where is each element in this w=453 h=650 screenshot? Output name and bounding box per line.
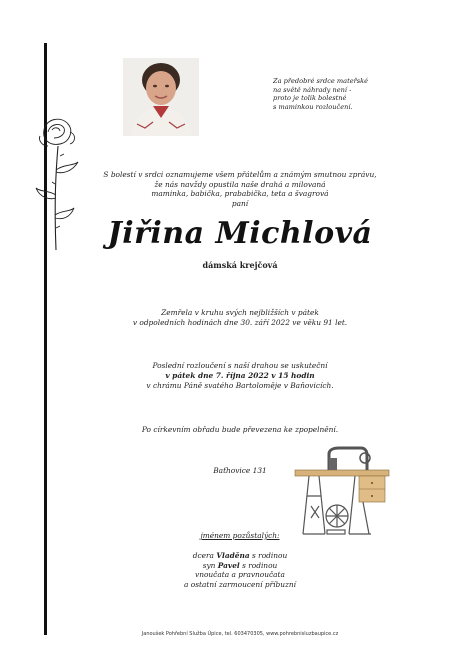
mourner-others: a ostatní zarmoucení příbuzní	[184, 579, 296, 589]
intro-line: paní	[231, 198, 249, 208]
mourner-prefix: syn	[202, 560, 218, 570]
mourner-name: Pavel	[217, 560, 240, 570]
motto-line: s maminkou rozloučení.	[273, 102, 353, 111]
sewing-machine-icon	[289, 446, 391, 541]
mourner-prefix: dcera	[192, 551, 217, 560]
death-notice-line: Zemřela v kruhu svých nejbližších v pátek	[161, 308, 319, 317]
deceased-name: Jiřina Michlová	[107, 216, 373, 251]
intro-line: maminka, babička, prababička, teta a švagrová	[151, 189, 329, 199]
mourner-daughter	[60, 551, 420, 561]
mourners-list	[60, 551, 420, 589]
farewell-notice	[60, 361, 420, 390]
intro-text	[60, 170, 420, 208]
motto-line: proto je tolik bolestné	[273, 94, 347, 103]
mourner-name: Vladěna	[216, 551, 250, 560]
mourner-grandchildren: vnoučata a pravnoučata	[195, 570, 285, 580]
motto-line: na světě náhrady není -	[273, 85, 352, 94]
portrait-photo	[123, 58, 199, 136]
death-notice	[60, 308, 420, 328]
death-notice-line: v odpoledních hodinách dne 30. září 2022 ve věku 91 let.	[132, 317, 348, 327]
address: Baťhovice 131	[213, 466, 267, 475]
motto-line: Za předobré srdce mateřské	[273, 77, 369, 85]
mourner-son	[60, 561, 420, 571]
farewell-date: v pátek dne 7. října 2022 v 15 hodin	[165, 370, 315, 380]
farewell-line: Poslední rozloučení s naší drahou se uskuteční	[152, 361, 328, 370]
mourner-suffix: s rodinou	[239, 560, 278, 570]
intro-line: že nás navždy opustila naše drahá a milovaná	[154, 179, 326, 189]
footer-contact: Janoušek Pohřební Služba Úpice, tel. 603470305, www.pohrebnisluzbaupice.cz	[141, 631, 339, 637]
cremation-note: Po církevním obřadu bude převezena ke zpopelnění.	[141, 425, 339, 434]
farewell-line: v chrámu Páně svatého Bartoloměje v Baňovicích.	[146, 380, 334, 390]
profession: dámská krejčová	[202, 260, 278, 270]
intro-line: S bolestí v srdci oznamujeme všem přátelům a známým smutnou zprávu,	[103, 170, 377, 179]
mourners-heading: jménem pozůstalých:	[200, 531, 280, 540]
motto-verse	[273, 77, 393, 111]
mourner-suffix: s rodinou	[249, 551, 288, 560]
